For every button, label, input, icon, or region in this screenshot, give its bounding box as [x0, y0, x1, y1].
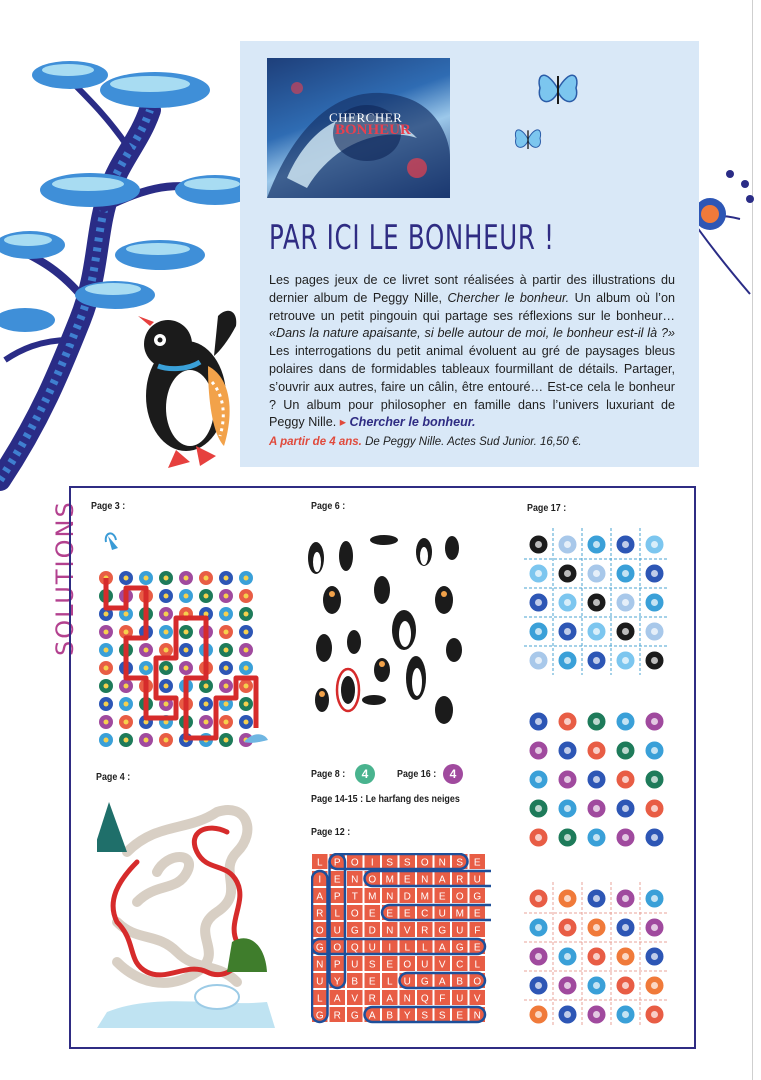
grid-picture-cell [588, 623, 606, 641]
grid-picture-cell [530, 948, 548, 966]
word-search-cell [435, 888, 451, 903]
svg-text:A: A [368, 1010, 376, 1022]
svg-text:U: U [438, 908, 446, 920]
grid-picture-cell [559, 829, 577, 847]
grid-picture-cell [588, 652, 606, 670]
svg-text:L: L [474, 959, 481, 971]
word-search-cell [470, 854, 486, 869]
grid-picture-cell [559, 652, 577, 670]
grid-picture-cell [530, 565, 548, 583]
word-search-cell [382, 871, 398, 886]
svg-text:G: G [420, 976, 429, 988]
svg-text:N: N [386, 891, 394, 903]
grid-picture-cell [646, 890, 664, 908]
word-search-cell [312, 888, 328, 903]
word-search-cell [452, 871, 468, 886]
svg-text:Y: Y [403, 1010, 411, 1022]
svg-text:N: N [421, 874, 429, 886]
svg-text:C: C [421, 908, 429, 920]
grid-picture-cell [646, 594, 664, 612]
svg-text:L: L [316, 993, 323, 1005]
grid-picture-cell [559, 977, 577, 995]
svg-text:O: O [333, 942, 342, 954]
grid-picture-cell [588, 742, 606, 760]
word-search-cell [347, 871, 363, 886]
svg-text:G: G [315, 1010, 324, 1022]
grid-picture-cell [530, 890, 548, 908]
word-search-cell [382, 1007, 398, 1022]
grid-picture-cell [530, 977, 548, 995]
cover-subtitle: BONHEUR [335, 122, 411, 138]
word-search-cell [470, 888, 486, 903]
grid-picture-cell [617, 623, 635, 641]
word-search-cell [435, 973, 451, 988]
grid-picture-cell [559, 536, 577, 554]
grid-picture-cell [559, 713, 577, 731]
reference-details: De Peggy Nille. Actes Sud Junior. 16,50 €. [361, 436, 582, 448]
word-search-cell [452, 990, 468, 1005]
word-search-cell [470, 871, 486, 886]
grid-picture-cell [530, 742, 548, 760]
svg-text:A: A [316, 891, 324, 903]
page17-label: Page 17 : [527, 502, 567, 514]
word-search-cell [382, 888, 398, 903]
svg-text:U: U [421, 959, 429, 971]
grid-picture-cell [617, 536, 635, 554]
grid-picture-cell [646, 536, 664, 554]
svg-text:N: N [473, 1010, 481, 1022]
svg-text:U: U [351, 959, 359, 971]
svg-text:O: O [368, 874, 377, 886]
word-search-cell [382, 990, 398, 1005]
word-search-cell [400, 990, 416, 1005]
word-search-cell [347, 1007, 363, 1022]
svg-text:N: N [386, 925, 394, 937]
grid-picture-cell [559, 890, 577, 908]
reference-age: A partir de 4 ans. [269, 436, 362, 448]
svg-text:R: R [368, 993, 376, 1005]
grid-picture-cell [588, 1006, 606, 1024]
grid-picture-cell [559, 948, 577, 966]
svg-text:N: N [438, 857, 446, 869]
grid-picture-cell [588, 565, 606, 583]
word-search-cell [365, 973, 381, 988]
svg-text:R: R [333, 1010, 341, 1022]
svg-text:E: E [403, 908, 411, 920]
grid-picture-cell [530, 713, 548, 731]
word-search-cell [417, 871, 433, 886]
svg-text:G: G [350, 925, 359, 937]
cover-title: CHERCHER [329, 110, 403, 125]
grid-picture-cell [530, 652, 548, 670]
svg-text:M: M [455, 908, 464, 920]
page16-label: Page 16 : [397, 768, 437, 780]
svg-text:M: M [420, 891, 429, 903]
grid-picture-cell [646, 771, 664, 789]
word-search-cell [382, 939, 398, 954]
svg-text:O: O [350, 908, 359, 920]
word-search-cell [347, 888, 363, 903]
word-search-cell [435, 990, 451, 1005]
word-search-cell [452, 922, 468, 937]
svg-text:V: V [473, 993, 481, 1005]
word-search-cell [330, 888, 346, 903]
svg-text:G: G [455, 942, 464, 954]
word-search-cell [452, 939, 468, 954]
word-search-cell [400, 905, 416, 920]
svg-text:G: G [438, 925, 447, 937]
svg-text:N: N [351, 874, 359, 886]
svg-text:F: F [474, 925, 481, 937]
grid-picture-cell [559, 565, 577, 583]
grid-picture-cell [588, 890, 606, 908]
svg-text:I: I [388, 942, 392, 954]
grid-picture-cell [646, 1006, 664, 1024]
svg-text:U: U [316, 976, 324, 988]
word-search-cell [470, 990, 486, 1005]
svg-text:L: L [334, 908, 341, 920]
word-search-cell [330, 905, 346, 920]
svg-text:S: S [421, 1010, 429, 1022]
word-search-cell [400, 854, 416, 869]
grid-picture-cell [559, 1006, 577, 1024]
page8-label: Page 8 : [311, 768, 346, 780]
svg-text:Y: Y [333, 976, 341, 988]
svg-text:U: U [473, 874, 481, 886]
word-search-cell [312, 854, 328, 869]
svg-text:S: S [438, 1010, 446, 1022]
word-search-cell [417, 905, 433, 920]
svg-text:L: L [404, 942, 411, 954]
svg-text:S: S [403, 857, 411, 869]
grid-picture-cell [646, 565, 664, 583]
svg-text:E: E [333, 874, 341, 886]
reference-title: Chercher le bonheur. [349, 415, 476, 430]
word-search-cell [417, 990, 433, 1005]
page6-penguins-find [304, 530, 468, 740]
grid-picture-cell [646, 742, 664, 760]
svg-text:R: R [421, 925, 429, 937]
grid-picture-cell [530, 919, 548, 937]
word-search-cell [435, 922, 451, 937]
svg-text:F: F [439, 993, 446, 1005]
svg-text:E: E [368, 908, 376, 920]
svg-text:Q: Q [420, 993, 429, 1005]
word-search-cell [400, 871, 416, 886]
grid-picture-cell [617, 742, 635, 760]
grid-picture-cell [646, 713, 664, 731]
svg-text:A: A [333, 993, 341, 1005]
grid-picture-cell [646, 948, 664, 966]
svg-text:E: E [438, 891, 446, 903]
word-search-cell [365, 956, 381, 971]
grid-picture-cell [617, 948, 635, 966]
svg-text:E: E [403, 874, 411, 886]
word-search-cell [417, 956, 433, 971]
svg-text:G: G [473, 891, 482, 903]
grid-picture-cell [617, 771, 635, 789]
svg-text:N: N [403, 993, 411, 1005]
word-search-cell [365, 888, 381, 903]
grid-picture-cell [588, 829, 606, 847]
word-search-cell [400, 956, 416, 971]
grid-picture-cell [617, 890, 635, 908]
grid-picture-cell [559, 594, 577, 612]
page4-label: Page 4 : [96, 771, 131, 783]
word-search-cell [382, 922, 398, 937]
svg-text:R: R [316, 908, 324, 920]
svg-text:I: I [318, 874, 322, 886]
body-text-part: Les pages jeux de ce livret sont réalisées à partir des illustrations du dernier album de Peggy Nille, [269, 273, 675, 305]
svg-text:I: I [370, 857, 374, 869]
word-search-cell [330, 871, 346, 886]
svg-text:A: A [386, 993, 394, 1005]
word-search-cell [452, 973, 468, 988]
grid-picture-cell [530, 594, 548, 612]
grid-picture-cell [588, 948, 606, 966]
page12-word-search [311, 853, 491, 1029]
word-search-cell [312, 905, 328, 920]
grid-picture-cell [617, 594, 635, 612]
word-search-cell [347, 905, 363, 920]
svg-text:S: S [456, 857, 464, 869]
svg-text:P: P [333, 857, 341, 869]
page3-label: Page 3 : [91, 500, 126, 512]
word-search-cell [365, 922, 381, 937]
word-search-cell [435, 871, 451, 886]
word-search-cell [417, 939, 433, 954]
svg-text:U: U [368, 942, 376, 954]
word-search-cell [347, 973, 363, 988]
svg-text:U: U [456, 993, 464, 1005]
svg-text:M: M [368, 891, 377, 903]
svg-text:U: U [333, 925, 341, 937]
word-search-cell [435, 905, 451, 920]
word-search-cell [330, 1007, 346, 1022]
word-search-cell [330, 939, 346, 954]
word-search-cell [400, 922, 416, 937]
svg-text:O: O [315, 925, 324, 937]
word-search-cell [347, 922, 363, 937]
word-search-cell [365, 939, 381, 954]
body-text-part: Les interrogations du petit animal évoluent au gré de paysages bleus polaires dans de formidables tableaux fourmillant de détails. Partager, s’ouvrir aux autres, faire un câlin, être entouré… Est-ce cela le bonheur ? Un album pour philosopher en famille dans l’univers luxuriant de Peggy Nille. [269, 344, 675, 430]
word-search-cell [347, 956, 363, 971]
svg-text:R: R [456, 874, 464, 886]
grid-picture-cell [646, 623, 664, 641]
word-search-cell [330, 990, 346, 1005]
svg-text:V: V [351, 993, 359, 1005]
grid-picture-cell [588, 800, 606, 818]
svg-text:S: S [386, 857, 394, 869]
word-search-cell [435, 939, 451, 954]
page6-label: Page 6 : [311, 500, 346, 512]
reference-line [269, 436, 689, 448]
word-search-cell [417, 888, 433, 903]
svg-text:L: L [421, 942, 428, 954]
svg-text:O: O [473, 976, 482, 988]
grid-picture-cell [588, 771, 606, 789]
svg-text:B: B [386, 1010, 394, 1022]
word-search-cell [347, 854, 363, 869]
svg-text:V: V [403, 925, 411, 937]
grid-picture-cell [588, 919, 606, 937]
word-search-cell [382, 956, 398, 971]
word-search-cell [400, 888, 416, 903]
grid-picture-cell [559, 742, 577, 760]
grid-picture-cell [646, 919, 664, 937]
grid-picture-cell [617, 919, 635, 937]
svg-text:A: A [438, 874, 446, 886]
word-search-cell [382, 973, 398, 988]
word-search-cell [365, 854, 381, 869]
word-search-cell [312, 922, 328, 937]
svg-text:E: E [456, 1010, 464, 1022]
word-search-cell [312, 956, 328, 971]
grid-picture-cell [530, 829, 548, 847]
grid-picture-cell [588, 713, 606, 731]
grid-picture-cell [617, 800, 635, 818]
svg-text:G: G [315, 942, 324, 954]
word-search-cell [452, 956, 468, 971]
svg-text:V: V [438, 959, 446, 971]
grid-picture-cell [646, 652, 664, 670]
page3-flower-maze [96, 528, 272, 763]
butterfly-icon [513, 125, 543, 153]
grid-picture-cell [617, 1006, 635, 1024]
svg-text:A: A [438, 976, 446, 988]
word-search-cell [365, 905, 381, 920]
grid-picture-cell [646, 800, 664, 818]
grid-picture-cell [588, 594, 606, 612]
svg-text:B: B [456, 976, 464, 988]
word-search-cell [470, 922, 486, 937]
word-search-cell [382, 854, 398, 869]
svg-text:E: E [473, 857, 481, 869]
svg-text:E: E [368, 976, 376, 988]
body-text-part: Un album où l’on retrouve un petit pingouin qui partage ses réflexions sur le bonheur… [269, 290, 675, 323]
word-search-cell [452, 888, 468, 903]
svg-text:G: G [350, 1010, 359, 1022]
word-search-cell [312, 973, 328, 988]
svg-text:O: O [455, 891, 464, 903]
word-search-cell [330, 922, 346, 937]
word-search-cell [452, 1007, 468, 1022]
grid-picture-cell [559, 623, 577, 641]
svg-text:D: D [368, 925, 376, 937]
word-search-cell [347, 990, 363, 1005]
svg-text:P: P [333, 891, 341, 903]
word-search-cell [470, 956, 486, 971]
svg-text:E: E [473, 908, 481, 920]
svg-text:E: E [386, 908, 394, 920]
word-search-cell [417, 922, 433, 937]
grid-picture-cell [588, 977, 606, 995]
grid-picture-cell [530, 1006, 548, 1024]
svg-text:T: T [351, 891, 358, 903]
page12-label: Page 12 : [311, 826, 351, 838]
grid-picture-cell [530, 771, 548, 789]
svg-text:S: S [368, 959, 376, 971]
page16-answer-badge: 4 [443, 764, 463, 784]
reference-arrow-icon: ▸ [339, 415, 347, 430]
svg-text:O: O [420, 857, 429, 869]
grid-picture-cell [530, 800, 548, 818]
grid-picture-cell [617, 829, 635, 847]
svg-text:Q: Q [350, 942, 359, 954]
svg-text:C: C [456, 959, 464, 971]
book-title-inline: Chercher le bonheur. [447, 290, 570, 305]
svg-text:E: E [473, 942, 481, 954]
svg-text:A: A [438, 942, 446, 954]
svg-text:N: N [316, 959, 324, 971]
svg-text:U: U [403, 976, 411, 988]
word-search-cell [330, 956, 346, 971]
word-search-cell [452, 905, 468, 920]
word-search-cell [400, 1007, 416, 1022]
word-search-cell [417, 973, 433, 988]
word-search-cell [400, 939, 416, 954]
svg-text:E: E [386, 959, 394, 971]
word-search-cell [312, 990, 328, 1005]
svg-text:O: O [403, 959, 412, 971]
book-cover [267, 58, 450, 198]
svg-text:U: U [456, 925, 464, 937]
svg-text:D: D [403, 891, 411, 903]
grid-picture-cell [646, 829, 664, 847]
grid-picture-cell [530, 623, 548, 641]
grid-picture-cell [617, 652, 635, 670]
svg-text:L: L [386, 976, 393, 988]
grid-picture-cell [617, 565, 635, 583]
word-search-cell [365, 990, 381, 1005]
grid-picture-cell [559, 919, 577, 937]
word-search-cell [417, 854, 433, 869]
book-quote: «Dans la nature apaisante, si belle autour de moi, le bonheur est-il là ?» [269, 326, 675, 341]
page14-15-answer: Page 14-15 : Le harfang des neiges [311, 793, 460, 805]
butterfly-icon [536, 68, 580, 110]
word-search-cell [347, 939, 363, 954]
grid-picture-cell [617, 713, 635, 731]
svg-text:O: O [350, 857, 359, 869]
page17-shell-grid [524, 882, 672, 1027]
word-search-cell [435, 956, 451, 971]
word-search-cell [417, 1007, 433, 1022]
grid-picture-cell [559, 771, 577, 789]
solutions-heading: SOLUTIONS [51, 500, 79, 656]
svg-text:P: P [333, 959, 341, 971]
svg-text:M: M [385, 874, 394, 886]
grid-picture-cell [617, 977, 635, 995]
penguin-illustration [128, 296, 244, 472]
page8-answer-badge: 4 [355, 764, 375, 784]
article-headline: PAR ICI LE BONHEUR ! [269, 218, 555, 258]
word-search-cell [470, 905, 486, 920]
page17-animal-grid [524, 528, 672, 678]
grid-picture-cell [646, 977, 664, 995]
word-search-cell [435, 854, 451, 869]
page17-flower-grid [524, 705, 672, 850]
article-body [269, 272, 675, 432]
grid-picture-cell [588, 536, 606, 554]
grid-picture-cell [530, 536, 548, 554]
grid-picture-cell [559, 800, 577, 818]
page4-forest-maze [97, 792, 275, 1028]
svg-text:L: L [316, 857, 323, 869]
svg-text:B: B [351, 976, 359, 988]
word-search-cell [435, 1007, 451, 1022]
